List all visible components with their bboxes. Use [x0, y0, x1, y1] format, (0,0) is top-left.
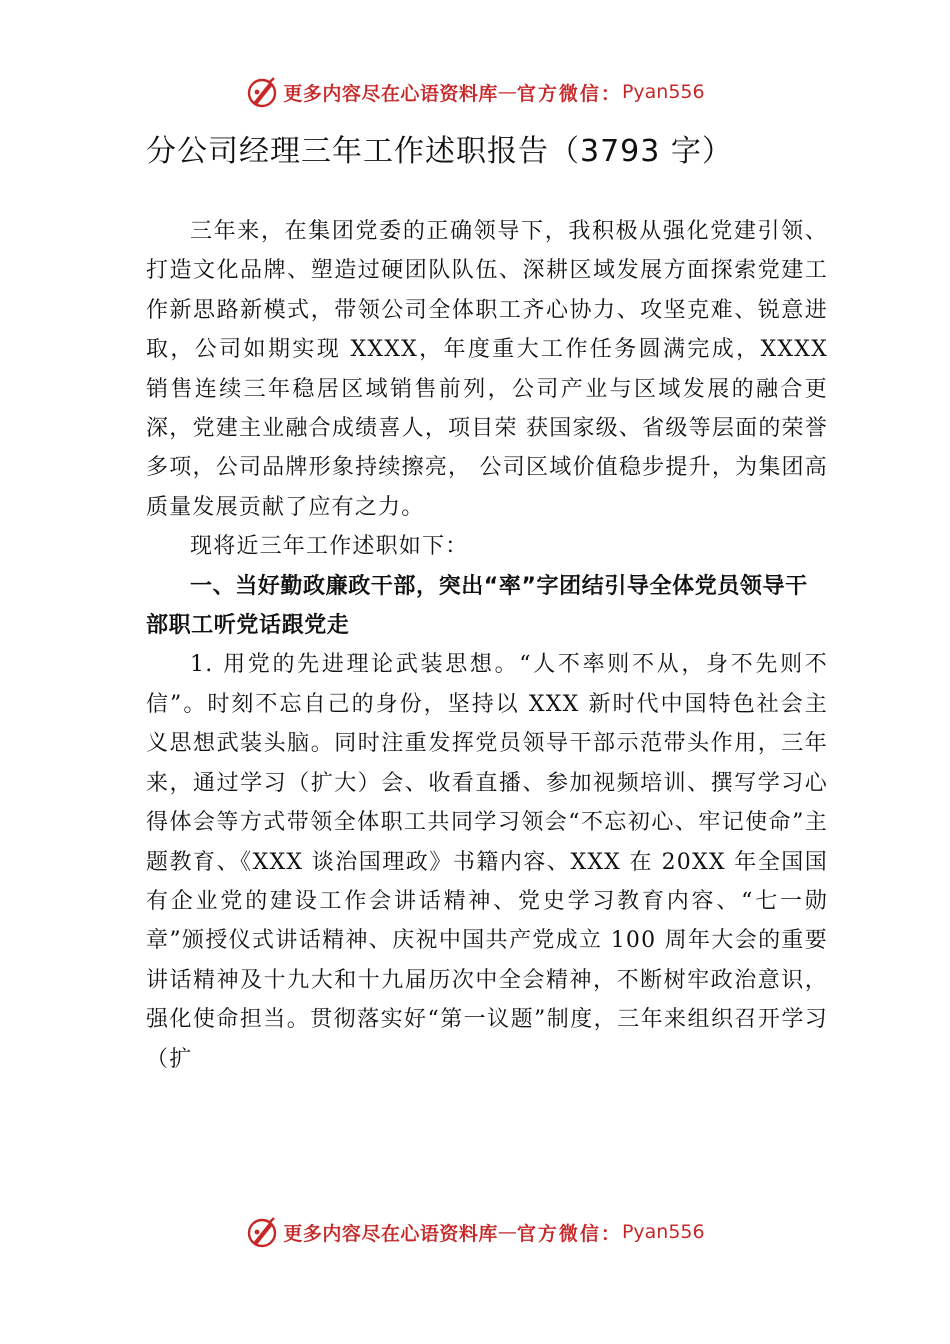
document-body: [146, 212, 828, 1079]
pen-logo-icon: [245, 75, 279, 109]
footer-banner: [0, 1212, 950, 1252]
banner-wechat-id: Pyan556: [621, 1221, 705, 1243]
header-banner: [0, 72, 950, 112]
item-1-paragraph: 1. 用党的先进理论武装思想。“人不率则不从，身不先则不信”。时刻不忘自己的身份，坚持以 XXX 新时代中国特色社会主义思想武装头脑。同时注重发挥党员领导干部示范带头作用，三年来，通过学习（扩大）会、收看直播、参加视频培训、撰写学习心得体会等方式带领全体职工共同学习领会“不忘初心、牢记使命”主题教育、《XXX 谈治国理政》书籍内容、XXX 在 20XX 年全国国有企业党的建设工作会讲话精神、党史学习教育内容、“七一勋章”颁授仪式讲话精神、庆祝中国共产党成立 100 周年大会的重要讲话精神及十九大和十九届历次中全会精神，不断树牢政治意识，强化使命担当。贯彻落实好“第一议题”制度，三年来组织召开学习（扩: [146, 652, 828, 1072]
intro-paragraph: 三年来，在集团党委的正确领导下，我积极从强化党建引领、打造文化品牌、塑造过硬团队队伍、深耕区域发展方面探索党建工作新思路新模式，带领公司全体职工齐心协力、攻坚克难、锐意进取，公司如期实现 XXXX，年度重大工作任务圆满完成，XXXX 销售连续三年稳居区域销售前列，公司产业与区域发展的融合更深，党建主业融合成绩喜人，项目荣 获国家级、省级等层面的荣誉多项，公司品牌形象持续擦亮， 公司区域价值稳步提升，为集团高质量发展贡献了应有之力。: [146, 219, 828, 520]
banner-separator: —: [497, 81, 517, 103]
banner-library-text: 更多内容尽在心语资料库: [283, 82, 498, 105]
lead-paragraph: 现将近三年工作述职如下：: [190, 534, 469, 560]
banner-library-text: 更多内容尽在心语资料库: [283, 1222, 498, 1245]
banner-wechat-label: 官方微信：: [516, 1222, 622, 1245]
banner-wechat-id: Pyan556: [621, 81, 705, 103]
banner-separator: —: [497, 1221, 517, 1243]
pen-logo-icon: [245, 1215, 279, 1249]
banner-wechat-label: 官方微信：: [516, 82, 622, 105]
document-title: 分公司经理三年工作述职报告（3793 字）: [146, 134, 733, 169]
section-heading-1: 一、当好勤政廉政干部，突出“率”字团结引导全体党员领导干部职工听党话跟党走: [146, 573, 808, 639]
